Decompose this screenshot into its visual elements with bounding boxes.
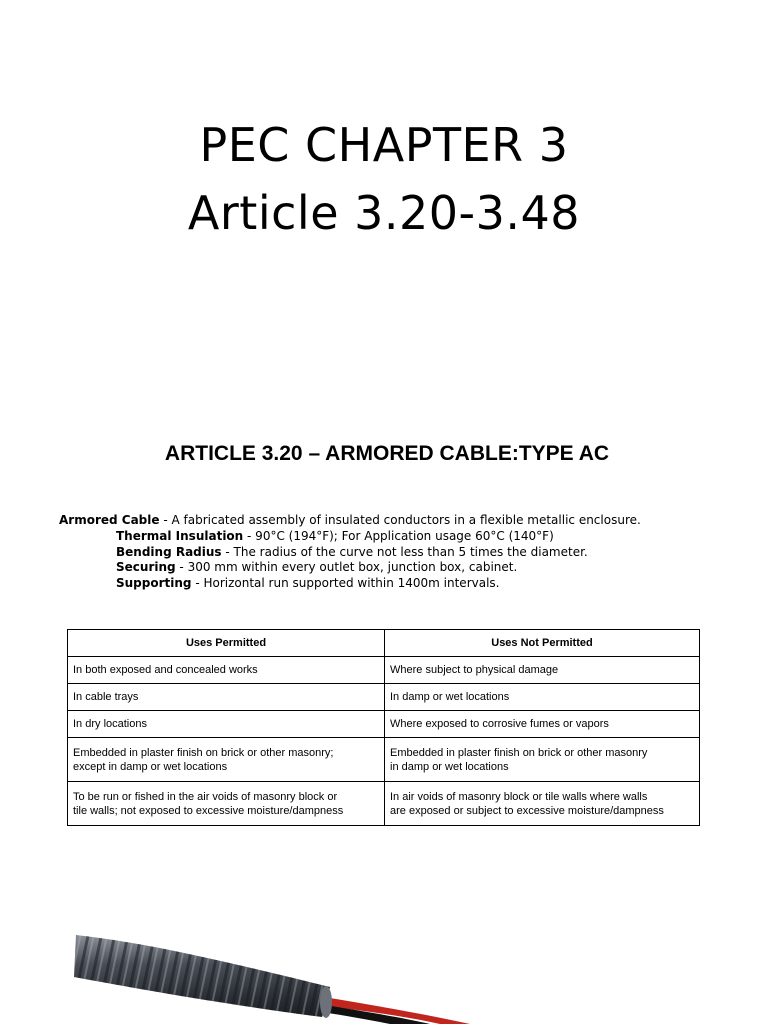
permitted-cell [68, 782, 385, 826]
definition-term: Bending Radius [116, 544, 222, 559]
cell-line: tile walls; not exposed to excessive moisture/dampness [73, 804, 344, 817]
not-permitted-cell [385, 657, 700, 684]
table-row [68, 657, 700, 684]
definition-text: - The radius of the curve not less than 5 times the diameter. [221, 544, 588, 559]
header-uses-permitted: Uses Permitted [68, 630, 385, 657]
permitted-cell [68, 711, 385, 738]
header-uses-not-permitted: Uses Not Permitted [385, 630, 700, 657]
not-permitted-cell [385, 711, 700, 738]
permitted-cell [68, 657, 385, 684]
page-title-line-2: Article 3.20-3.48 [187, 186, 581, 240]
permitted-cell [68, 684, 385, 711]
not-permitted-cell [385, 684, 700, 711]
definitions-block [59, 513, 641, 592]
definition-securing [59, 560, 641, 576]
definition-text: - A fabricated assembly of insulated conductors in a flexible metallic enclosure. [159, 513, 641, 527]
cell-line: In air voids of masonry block or tile walls where walls [390, 790, 648, 803]
definition-bending-radius [59, 545, 641, 561]
cell-line: In cable trays [73, 691, 139, 703]
cell-line: In both exposed and concealed works [73, 664, 258, 676]
cell-line: Where subject to physical damage [390, 664, 559, 676]
table-row [68, 738, 700, 782]
definition-term: Supporting [116, 576, 192, 591]
cell-line: In dry locations [73, 718, 147, 730]
table-row [68, 782, 700, 826]
uses-table [67, 629, 700, 826]
cell-line: Embedded in plaster finish on brick or other masonry [390, 746, 648, 759]
armored-cable-photo [0, 905, 768, 1024]
cell-line: in damp or wet locations [390, 760, 509, 773]
page-title-line-1: PEC CHAPTER 3 [199, 118, 569, 172]
cell-line: Where exposed to corrosive fumes or vapors [390, 718, 609, 730]
table-row [68, 711, 700, 738]
definition-term: Armored Cable [59, 513, 160, 527]
table-row [68, 684, 700, 711]
cell-line: In damp or wet locations [390, 691, 510, 703]
definition-text: - Horizontal run supported within 1400m intervals. [191, 576, 500, 591]
definition-term: Securing [116, 560, 176, 575]
cell-line: To be run or fished in the air voids of masonry block or [73, 790, 338, 803]
definition-thermal-insulation [59, 529, 641, 545]
table-header-row [68, 630, 700, 657]
article-heading: ARTICLE 3.20 – ARMORED CABLE:TYPE AC [164, 442, 610, 465]
definition-supporting [59, 576, 641, 592]
cell-line: are exposed or subject to excessive moisture/dampness [390, 804, 664, 817]
not-permitted-cell [385, 782, 700, 826]
definition-armored-cable [59, 513, 641, 529]
cell-line: Embedded in plaster finish on brick or other masonry; [73, 746, 334, 759]
definition-text: - 90°C (194°F); For Application usage 60°C (140°F) [243, 528, 554, 543]
not-permitted-cell [385, 738, 700, 782]
definition-text: - 300 mm within every outlet box, junction box, cabinet. [175, 560, 518, 575]
cell-line: except in damp or wet locations [73, 760, 228, 773]
definition-term: Thermal Insulation [116, 528, 244, 543]
permitted-cell [68, 738, 385, 782]
armor-sheath [74, 935, 332, 1018]
